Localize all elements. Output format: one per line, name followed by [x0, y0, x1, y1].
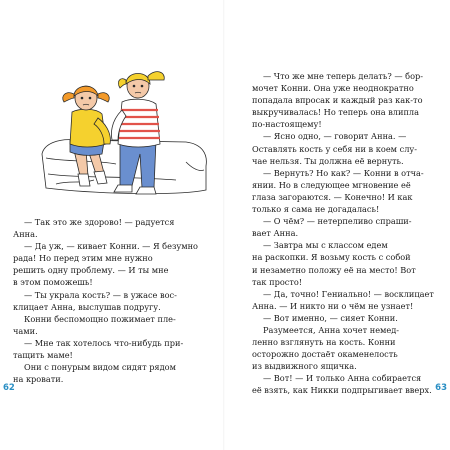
page-number: 62 — [3, 383, 15, 393]
paragraph: только я сама не догадалась! — [252, 204, 380, 215]
paragraph: её взять, как Никки подпрыгивает вверх. — [252, 385, 432, 396]
paragraph: тащить маме! — [13, 350, 73, 361]
paragraph: на раскопки. Я возьму кость с собой — [252, 252, 411, 263]
paragraph: янии. Но в следующее мгновение её — [252, 179, 411, 190]
paragraph: мочет Конни. Она уже неоднократно — [252, 83, 414, 94]
paragraph: в этом поможешь! — [13, 277, 93, 288]
paragraph: — Вернуть? Но как? — Конни в отча- — [263, 167, 424, 178]
paragraph: Конни беспомощно пожимает пле- — [24, 313, 176, 324]
paragraph: Они с понурым видом сидят рядом — [24, 362, 176, 373]
paragraph: клицает Анна, выслушав подругу. — [13, 301, 161, 312]
paragraph: ленно взглянуть на кость. Конни — [252, 337, 396, 348]
right-page-text — [252, 70, 440, 397]
paragraph: попадала впросак и каждый раз как-то — [252, 95, 423, 106]
paragraph: чае нельзя. Ты должна её вернуть. — [252, 155, 404, 166]
paragraph: по-настоящему! — [252, 119, 322, 130]
paragraph: — Вот именно, — сияет Конни. — [263, 312, 398, 323]
paragraph: — Что же мне теперь делать? — бор- — [263, 71, 424, 81]
paragraph: — Вот! — И только Анна собирается — [263, 373, 422, 384]
paragraph: — Да, точно! Гениально! — восклицает — [263, 288, 434, 299]
paragraph: чами. — [13, 325, 38, 336]
paragraph: — О чём? — нетерпеливо спраши- — [263, 216, 412, 227]
paragraph: — Завтра мы с классом едем — [263, 240, 388, 251]
paragraph: осторожно достаёт окаменелость — [252, 349, 398, 360]
paragraph: глаза загораются. — Конечно! И как — [252, 191, 413, 202]
left-page-text — [13, 216, 209, 385]
page-number: 63 — [435, 383, 447, 393]
paragraph: выкручивалась! Но теперь она влипла — [252, 107, 420, 118]
paragraph: Оставлять кость у себя ни в коем слу- — [252, 143, 418, 154]
paragraph: так просто! — [252, 276, 303, 287]
paragraph: и незаметно положу её на место! Вот — [252, 264, 416, 275]
paragraph: Разумеется, Анна хочет немед- — [263, 324, 400, 335]
paragraph: Анна. — [13, 229, 38, 240]
paragraph: Анна. — И никто ни о чём не узнает! — [252, 300, 414, 311]
right-page — [225, 0, 450, 450]
paragraph: — Мне так хотелось что-нибудь при- — [24, 337, 184, 348]
paragraph: на кровати. — [13, 374, 64, 385]
paragraph: — Да уж, — кивает Конни. — Я безумно рада! Но перед этим мне нужно — [13, 241, 198, 264]
paragraph: — Ты украла кость? — в ужасе вос- — [24, 289, 177, 300]
paragraph: решить одну проблему. — И ты мне — [13, 265, 169, 276]
paragraph: — Ясно одно, — говорит Анна. — — [263, 131, 407, 142]
paragraph: — Так это же здорово! — радуется — [24, 217, 175, 227]
paragraph: из выдвижного ящичка. — [252, 361, 357, 372]
paragraph: вает Анна. — [252, 228, 299, 239]
two-girls-on-bed-illustration — [36, 58, 212, 206]
